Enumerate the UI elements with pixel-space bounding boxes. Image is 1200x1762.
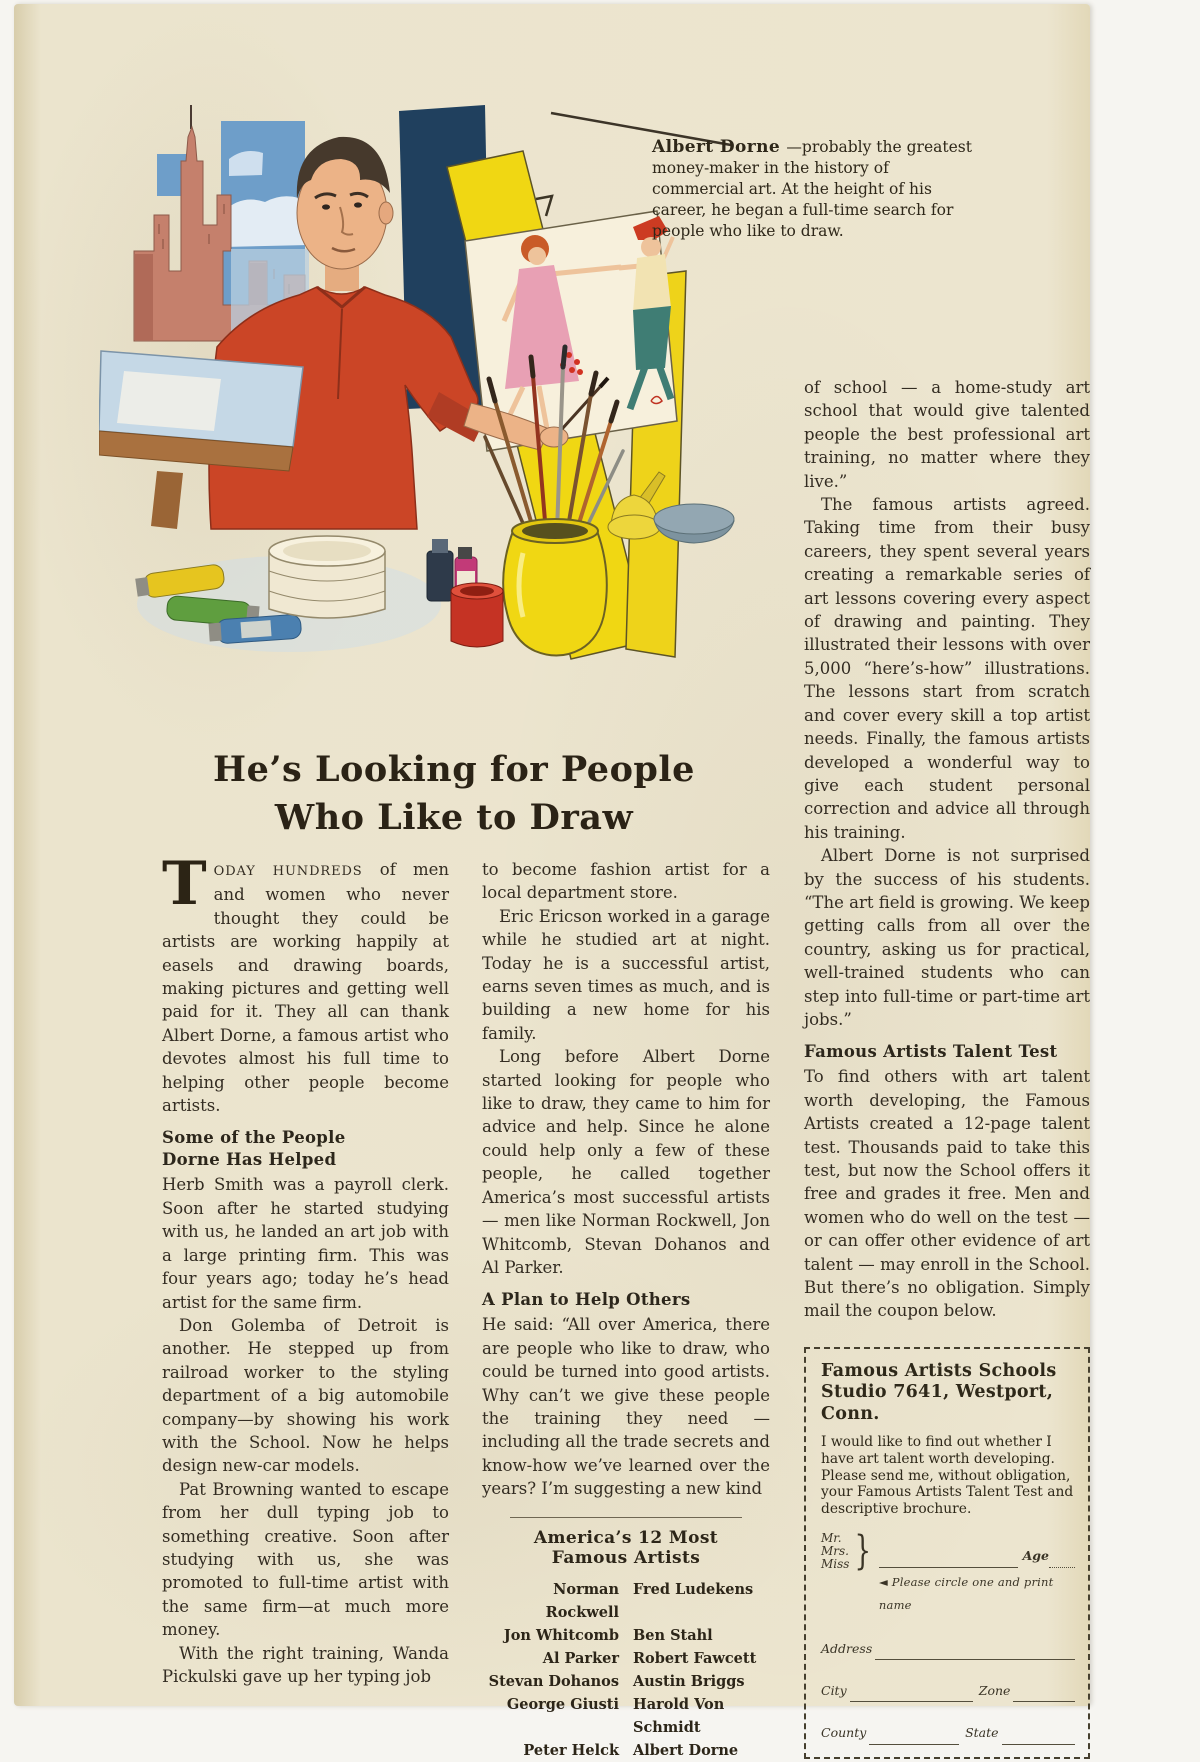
city-label: City <box>821 1682 847 1698</box>
name-input-line <box>879 1532 1075 1567</box>
para-dorne-not-surprised: Albert Dorne is not surprised by the success of his students. “The art field is growing. We keep getting calls from all over the country, asking us for practical, well-trained students who can step into full-time or part-time art jobs.” <box>804 846 1090 1029</box>
coupon-body-text: I would like to find out whether I have art talent worth developing. Please send me, without obligation, your Famous Artists Talent Test and descriptive brochure. <box>821 1434 1074 1517</box>
subhead-line1: Some of the People <box>162 1128 346 1148</box>
age-blank-line <box>1049 1557 1075 1568</box>
coupon-school-line1: Famous Artists Schools <box>821 1360 1057 1381</box>
intro-text: of men and women who never thought they could be artists are working happily at easels and drawing boards, making pictures and getting well paid for it. They all can thank Albert Dorne, a famous artist who devotes almost his full time to helping other people become artists. <box>162 860 449 1116</box>
para-school: of school — a home-study art school that would give talented people the best professional art training, no matter where they live.” <box>804 378 1090 491</box>
drop-cap: T <box>162 849 207 919</box>
palette-dishes <box>269 536 385 618</box>
brace-glyph: } <box>854 1528 872 1575</box>
artist-name: Jon Whitcomb <box>503 1626 619 1644</box>
circle-one-note: ◄ Please circle one and print name <box>878 1574 1054 1613</box>
caption-text: —probably the greatest money-maker in the history of commercial art. At the height of his career, he began a full-time search for people who like to draw. <box>652 138 972 240</box>
illustration-caption <box>652 137 984 242</box>
address-label: Address <box>821 1640 873 1656</box>
brush-jar <box>503 519 607 656</box>
state-label: State <box>965 1725 999 1741</box>
zone-label: Zone <box>978 1682 1011 1698</box>
para-continuation: to become fashion artist for a local department store. <box>482 860 770 903</box>
address-blank-line <box>875 1649 1075 1660</box>
coupon-school-line2: Studio 7641, Westport, Conn. <box>821 1382 1054 1424</box>
county-blank-line <box>869 1734 959 1745</box>
artists-row <box>482 1578 770 1624</box>
artists-names <box>482 1578 770 1762</box>
coupon-name-row <box>821 1528 1075 1617</box>
para-wanda-pickulski: With the right training, Wanda Pickulski gave up her typing job <box>162 1643 449 1686</box>
coupon-address-row <box>821 1637 1075 1660</box>
artists-row <box>482 1693 770 1739</box>
mail-in-coupon <box>804 1347 1090 1759</box>
para-herb-smith: Herb Smith was a payroll clerk. Soon after he started studying with us, he landed an art job with a large printing firm. This was four years ago; today he’s head artist for the same firm. <box>162 1175 449 1312</box>
artist-name: Peter Helck <box>523 1741 619 1759</box>
para-pat-browning: Pat Browning wanted to escape from her dull typing job to something creative. Soon after studying with us, she was promoted to full-time artist with the same firm—at much more money. <box>162 1479 449 1640</box>
coupon-salutations <box>821 1532 849 1617</box>
famous-artists-list <box>482 1517 770 1762</box>
artists-row <box>482 1624 770 1647</box>
coupon-school-name <box>821 1361 1075 1426</box>
zone-blank-line <box>1013 1691 1075 1702</box>
coupon-name-area <box>879 1532 1075 1617</box>
state-blank-line <box>1002 1734 1075 1745</box>
artist-name: George Giusti <box>506 1695 619 1713</box>
headline-line1: He’s Looking for People <box>213 749 695 790</box>
headline <box>154 746 754 842</box>
column-middle <box>482 858 770 1762</box>
salutation-miss: Miss <box>821 1556 850 1571</box>
artists-title-line2: Famous Artists <box>551 1547 701 1568</box>
subhead-people-dorne-helped <box>162 1127 449 1171</box>
para-long-before: Long before Albert Dorne started looking for people who like to draw, they came to him for advice and help. Since he alone could help only a few of these people, he called together America’s most successful artists — men like Norman Rockwell, Jon Whitcomb, Stevan Dohanos and Al Parker. <box>482 1047 770 1277</box>
age-label: Age <box>1022 1548 1049 1564</box>
para-talent-test: To find others with art talent worth developing, the Famous Artists created a 12-page talent test. Thousands paid to take this test, but now the School offers it free and grades it free. Men and women who do well on the test — or can offer other evidence of art talent — may enroll in the School. But there’s no obligation. Simply mail the coupon below. <box>804 1067 1090 1321</box>
artist-name: Ben Stahl <box>633 1626 713 1644</box>
para-plan: He said: “All over America, there are people who like to draw, who could be turned into good artists. Why can’t we give these people the training they need — including all the trade secrets and know-how we’ve learned over the years? I’m suggesting a new kind <box>482 1315 770 1499</box>
city-blank-line <box>850 1691 973 1702</box>
subhead-plan-to-help: A Plan to Help Others <box>482 1290 691 1310</box>
artist-name: Al Parker <box>542 1649 619 1667</box>
artist-name: Norman Rockwell <box>545 1580 619 1621</box>
artist-name: Harold Von Schmidt <box>633 1695 725 1736</box>
divider-rule <box>510 1517 742 1518</box>
artists-row <box>482 1647 770 1670</box>
coupon-city-row <box>821 1679 1075 1702</box>
artist-name: Stevan Dohanos <box>488 1672 619 1690</box>
subhead-talent-test: Famous Artists Talent Test <box>804 1042 1058 1062</box>
salutation-mr: Mr. <box>821 1531 842 1546</box>
lead-caps: ODAY HUNDREDS <box>213 864 363 879</box>
para-artists-agreed: The famous artists agreed. Taking time from their busy careers, they spent several years creating a remarkable series of art lessons covering every aspect of drawing and painting. They illustrated their lessons with over 5,000 “here’s-how” illustrations. The lessons start from scratch and cover every skill a top artist needs. Finally, the famous artists developed a wonderful way to give each student personal correction and advice all through his training. <box>804 495 1090 842</box>
artist-name: Fred Ludekens <box>633 1580 754 1598</box>
column-right <box>804 376 1090 1759</box>
para-eric-ericson: Eric Ericson worked in a garage while he studied art at night. Today he is a successful artist, earns seven times as much, and is building a new home for his family. <box>482 906 770 1043</box>
caption-lead: Albert Dorne <box>652 137 787 157</box>
county-label: County <box>821 1725 867 1741</box>
artists-title-line1: America’s 12 Most <box>533 1527 719 1548</box>
artists-list-title <box>482 1528 770 1568</box>
column-left <box>162 849 449 1688</box>
artist-name: Albert Dorne <box>633 1741 739 1759</box>
subhead-line2: Dorne Has Helped <box>162 1150 337 1170</box>
magazine-page <box>14 4 1090 1759</box>
artists-row <box>482 1670 770 1693</box>
artist-name: Robert Fawcett <box>633 1649 757 1667</box>
para-intro <box>162 849 449 1117</box>
headline-line2: Who Like to Draw <box>274 797 634 838</box>
salutation-mrs: Mrs. <box>821 1544 849 1559</box>
name-blank-line <box>879 1557 1018 1568</box>
red-paint-jar <box>451 583 503 647</box>
para-don-golemba: Don Golemba of Detroit is another. He stepped up from railroad worker to the styling department of a big automobile company—by showing his work with the School. Now he helps design new-car models. <box>162 1315 449 1476</box>
artist-name: Austin Briggs <box>633 1672 745 1690</box>
artists-row <box>482 1739 770 1762</box>
coupon-county-row <box>821 1721 1075 1744</box>
